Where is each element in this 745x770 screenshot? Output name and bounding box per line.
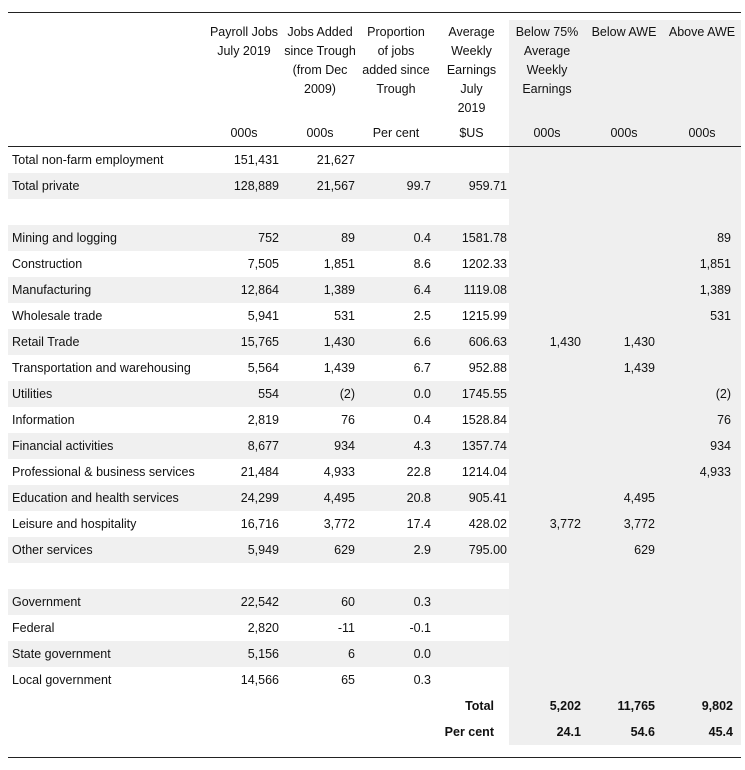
cell-payroll: 15,765 — [240, 335, 279, 349]
row-label: Local government — [12, 673, 112, 687]
cell-added: 21,627 — [316, 153, 355, 167]
row-label: Education and health services — [12, 491, 179, 505]
row-label: Leisure and hospitality — [12, 517, 137, 531]
cell-payroll: 5,949 — [247, 543, 279, 557]
cell-awe: 959.71 — [468, 179, 507, 193]
row-label: Information — [12, 413, 75, 427]
cell-added: 629 — [334, 543, 355, 557]
header-jobs-added: Jobs Added since Trough (from Dec 2009) — [284, 25, 356, 96]
cell-payroll: 128,889 — [233, 179, 279, 193]
cell-awe: 1745.55 — [461, 387, 507, 401]
header-payroll-jobs: Payroll Jobs July 2019 — [209, 25, 279, 58]
cell-prop: 0.0 — [413, 647, 431, 661]
cell-prop: 0.4 — [413, 413, 431, 427]
row-label: Federal — [12, 621, 55, 635]
cell-added: 1,439 — [323, 361, 355, 375]
cell-b75: 1,430 — [549, 335, 581, 349]
cell-aawe: 531 — [710, 309, 731, 323]
row-label: Manufacturing — [12, 283, 92, 297]
bottom-rule — [8, 757, 741, 758]
cell-payroll: 16,716 — [240, 517, 279, 531]
cell-payroll: 7,505 — [247, 257, 279, 271]
cell-awe: 905.41 — [468, 491, 507, 505]
row-label: Financial activities — [12, 439, 114, 453]
unit-added: 000s — [306, 126, 334, 140]
row-label: Total private — [12, 179, 80, 193]
row-label: Wholesale trade — [12, 309, 103, 323]
row-label: Retail Trade — [12, 335, 80, 349]
cell-added: 89 — [341, 231, 355, 245]
cell-awe: 428.02 — [468, 517, 507, 531]
row-label: Transportation and warehousing — [12, 361, 191, 375]
cell-payroll: 12,864 — [240, 283, 279, 297]
row-label: Professional & business services — [12, 465, 195, 479]
summary-b75: 24.1 — [556, 725, 581, 739]
cell-aawe: 89 — [717, 231, 731, 245]
cell-aawe: 1,389 — [699, 283, 731, 297]
cell-added: 4,495 — [323, 491, 355, 505]
cell-prop: -0.1 — [409, 621, 431, 635]
row-label: Total non-farm employment — [12, 153, 164, 167]
cell-payroll: 151,431 — [233, 153, 279, 167]
cell-aawe: 934 — [710, 439, 731, 453]
cell-b75: 3,772 — [549, 517, 581, 531]
cell-added: (2) — [339, 387, 355, 401]
cell-added: -11 — [337, 621, 355, 635]
cell-prop: 6.4 — [413, 283, 431, 297]
cell-awe: 1214.04 — [461, 465, 507, 479]
cell-added: 6 — [348, 647, 355, 661]
cell-aawe: 76 — [717, 413, 731, 427]
summary-label: Total — [465, 699, 494, 713]
cell-bawe: 629 — [634, 543, 655, 557]
summary-b75: 5,202 — [549, 699, 581, 713]
cell-added: 21,567 — [316, 179, 355, 193]
header-above-awe: Above AWE — [668, 25, 736, 39]
cell-prop: 22.8 — [406, 465, 431, 479]
cell-added: 76 — [341, 413, 355, 427]
unit-payroll: 000s — [230, 126, 258, 140]
cell-added: 1,389 — [323, 283, 355, 297]
cell-bawe: 4,495 — [623, 491, 655, 505]
cell-added: 60 — [341, 595, 355, 609]
cell-awe: 795.00 — [468, 543, 507, 557]
summary-label: Per cent — [444, 725, 494, 739]
cell-aawe: (2) — [715, 387, 731, 401]
cell-payroll: 14,566 — [240, 673, 279, 687]
cell-payroll: 5,941 — [247, 309, 279, 323]
cell-payroll: 5,564 — [247, 361, 279, 375]
cell-added: 1,851 — [323, 257, 355, 271]
cell-awe: 1119.08 — [463, 283, 507, 297]
cell-awe: 1202.33 — [461, 257, 507, 271]
cell-awe: 1581.78 — [461, 231, 507, 245]
cell-prop: 4.3 — [413, 439, 431, 453]
cell-payroll: 24,299 — [240, 491, 279, 505]
cell-added: 3,772 — [323, 517, 355, 531]
cell-prop: 6.6 — [413, 335, 431, 349]
cell-bawe: 1,430 — [623, 335, 655, 349]
unit-proportion: Per cent — [372, 126, 420, 140]
cell-payroll: 22,542 — [240, 595, 279, 609]
cell-added: 531 — [334, 309, 355, 323]
cell-payroll: 752 — [258, 231, 279, 245]
cell-aawe: 1,851 — [699, 257, 731, 271]
cell-bawe: 3,772 — [623, 517, 655, 531]
row-label: Other services — [12, 543, 93, 557]
header-below-75-awe: Below 75% Average Weekly Earnings — [515, 25, 579, 96]
cell-prop: 0.4 — [413, 231, 431, 245]
cell-prop: 99.7 — [406, 179, 431, 193]
row-label: Construction — [12, 257, 83, 271]
row-label: Utilities — [12, 387, 53, 401]
cell-prop: 0.0 — [413, 387, 431, 401]
unit-awe: $US — [459, 126, 484, 140]
cell-prop: 2.5 — [413, 309, 431, 323]
cell-aawe: 4,933 — [699, 465, 731, 479]
cell-payroll: 21,484 — [240, 465, 279, 479]
top-rule — [8, 12, 741, 13]
cell-awe: 1357.74 — [461, 439, 507, 453]
cell-added: 65 — [341, 673, 355, 687]
unit-below-awe: 000s — [610, 126, 638, 140]
cell-payroll: 5,156 — [247, 647, 279, 661]
summary-bawe: 54.6 — [630, 725, 655, 739]
cell-added: 1,430 — [323, 335, 355, 349]
cell-payroll: 554 — [258, 387, 279, 401]
cell-bawe: 1,439 — [623, 361, 655, 375]
header-proportion: Proportion of jobs added since Trough — [362, 25, 430, 96]
cell-awe: 606.63 — [468, 335, 507, 349]
cell-payroll: 2,819 — [247, 413, 279, 427]
cell-prop: 6.7 — [413, 361, 431, 375]
summary-aawe: 9,802 — [701, 699, 733, 713]
row-label: Government — [12, 595, 81, 609]
cell-added: 934 — [334, 439, 355, 453]
cell-prop: 0.3 — [413, 595, 431, 609]
summary-aawe: 45.4 — [708, 725, 733, 739]
cell-added: 4,933 — [323, 465, 355, 479]
row-label: State government — [12, 647, 111, 661]
unit-below-75: 000s — [533, 126, 561, 140]
cell-prop: 20.8 — [406, 491, 431, 505]
header-average-weekly-earnings: Average Weekly Earnings July 2019 — [446, 25, 497, 115]
cell-prop: 2.9 — [413, 543, 431, 557]
unit-above-awe: 000s — [688, 126, 716, 140]
header-below-awe: Below AWE — [591, 25, 657, 39]
cell-prop: 17.4 — [406, 517, 431, 531]
cell-prop: 8.6 — [413, 257, 431, 271]
cell-awe: 1528.84 — [461, 413, 507, 427]
cell-payroll: 2,820 — [247, 621, 279, 635]
cell-prop: 0.3 — [413, 673, 431, 687]
cell-awe: 952.88 — [468, 361, 507, 375]
cell-awe: 1215.99 — [461, 309, 507, 323]
summary-bawe: 11,765 — [617, 699, 655, 713]
cell-payroll: 8,677 — [247, 439, 279, 453]
row-label: Mining and logging — [12, 231, 117, 245]
